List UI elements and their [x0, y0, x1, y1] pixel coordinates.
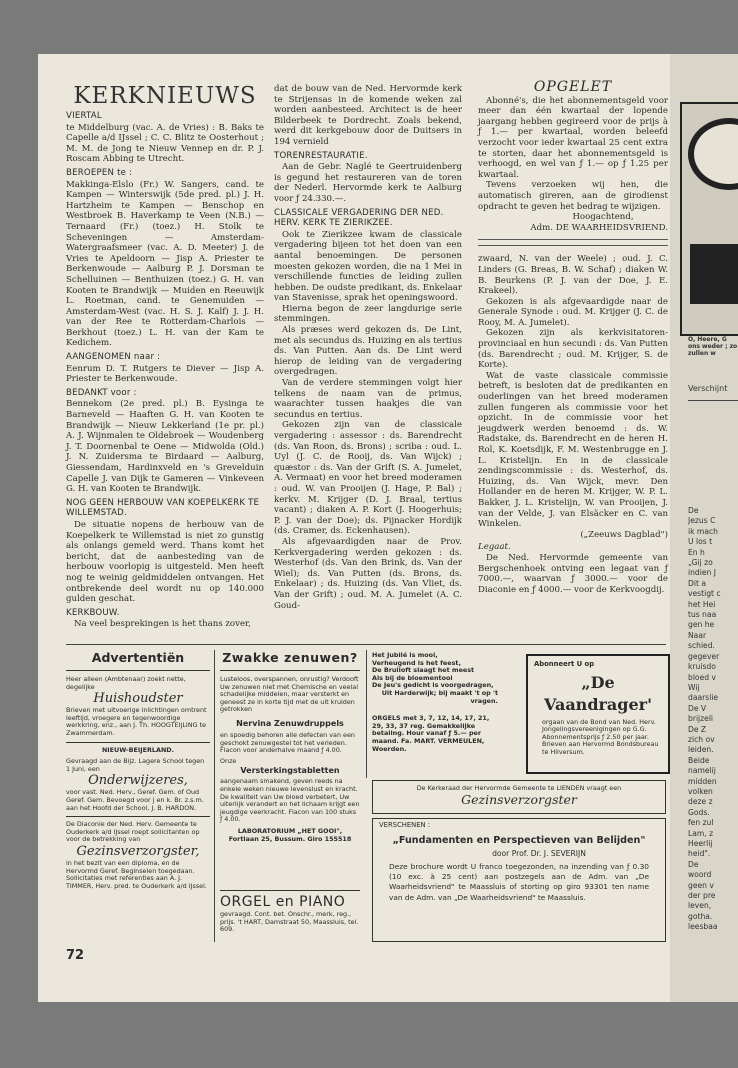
zw-lab: LABORATORIUM „HET GOOI",	[237, 826, 343, 835]
source-zeeuws-dagblad: („Zeeuws Dagblad")	[580, 529, 668, 540]
adjacent-line: geen v	[688, 880, 714, 890]
text-bedankt: Bennekom (2e pred. pl.) B. Eysinga te Barneveld — Haaften G. H. van Kooten te Brandwijk — Nieuw Lekkerland (1e pr. pl.) A. J. Wijnmalen te Oldebroek — Woudenberg J. T. Doornenbal te Oene — Midwolda (Old.) J. N. Zuidersma te Birdaard — Aalburg, Giessendam, Hardinxveld en 's Grevelduin Capelle J. van Dijk te Gameren — Vinkeveen G. H. van Kooten te Brandwijk.	[66, 399, 264, 495]
divider	[478, 245, 668, 246]
heading-classicale-vergadering: CLASSICALE VERGADERING DER NED. HERV. KERK TE ZIERIKZEE.	[274, 207, 444, 229]
heading-bedankt: BEDANKT voor :	[66, 387, 137, 398]
vaan-text: orgaan van de Bond van Ned. Herv. Jongelingsvereenigingen op G.G.	[542, 717, 656, 734]
divider	[478, 239, 668, 240]
adjacent-line: De	[688, 506, 699, 515]
jub-poem	[372, 652, 498, 705]
heading-viertal: VIERTAL	[66, 111, 102, 121]
text-kerkvisitatoren: Gekozen zijn als kerkvisitatoren-provinciaal en hun secundi : ds. Van Putten (ds. Barendrecht ; oud. M. Krijger, S. de Korte).	[478, 328, 668, 371]
adjacent-line: Lam, z	[688, 828, 714, 838]
text-classis-6: Als afgevaardigden naar de Prov. Kerkvergadering werden gekozen : ds. Westerhof (ds. Van den Brink, ds. Van der Wiel); ds. Van Putten (ds. Brons, ds. Enkelaar) ; ds. Huizing (ds. Van Vliet, ds. Van der Grift) ; oud. M. A. Jumelet (A. C. Goud-	[274, 536, 462, 611]
adjacent-page-edge	[670, 54, 738, 1002]
text-classis-1: Ook te Zierikzee kwam de classicale vergadering bijeen tot het doen van een aantal benoemingen. De personen moesten gekozen worden, die na 1 Mei in verschillende functies de leiding zullen hebben. De oudste predikant, ds. Enkelaar van Stavenisse, sprak het openingswoord.	[274, 229, 462, 304]
vaan-title: „De Vaandrager'	[544, 672, 652, 714]
jub-orgels: ORGELS met 3, 7, 12, 14, 17, 21, 29, 33, 37 reg. Gemakkelijke betaling. Hour vanaf ƒ 5.— per maand. Fa. MART. VERMEULEN, Woerden.	[372, 714, 490, 753]
zw-text1: Lusteloos, overspannen, onrustig? Verdooft Uw zenuwen niet met Chemische en veelal schadelijke middelen, maar versterkt en geneest ze in korte tijd met de uit kruiden getrokken	[220, 675, 359, 714]
adjacent-line: De Z	[688, 724, 707, 734]
ver-title: „Fundamenten en Perspectieven van Belijden"	[392, 834, 646, 846]
ads-vertical-rule	[214, 650, 215, 942]
zw-addr: Fortlaan 25, Bussum. Giro 155518	[228, 834, 352, 843]
heading-opgelet: OPGELET	[533, 79, 613, 95]
adjacent-verschijnt: Verschijnt	[688, 384, 728, 393]
ad3-text: in het bezit van een diploma, en de Hervormd Geref. Beginselen toegedaan. Sollicitaties met referenties aan A. J. TIMMER, Herv. pred. te Ouderkerk a/d IJssel.	[66, 858, 207, 890]
vaan-top: Abonneert U op	[534, 660, 595, 668]
banner-emblem	[688, 118, 738, 190]
jub-line: Verheugend is het feest,	[372, 658, 461, 667]
ver-head: VERSCHENEN :	[379, 821, 431, 829]
banner-letter	[690, 244, 738, 304]
text-beroepen: Makkinga-Elslo (Fr.) W. Sangers, cand. te Kampen — Winterswijk (5de pred. pl.) J. H. Hartzheim te Kampen — Benschop en Westbroek B. Haverkamp te Veen (N.B.) — Ternaard (Fr.) (toez.) H. Stolk te Scheveningen — Amsterdam-Watergraafsmeer (vac. A. D. Meeter) J. de Vries te Apeldoorn — Jisp A. Priester te Berkenwoude — Aalburg P. J. Dorsman te Schelluinen — Benthuizen (toez.) G. H. van Kooten te Brandwijk — Muiden en Reeuwijk L. Roetman, cand. te Genemuiden — Amsterdam-West (vac. H. S. J. Kalf) J. J. H. van der Ree te Rotterdam-Charlois — Berkhout (toez.) L. H. van der Kam te Kedichem.	[66, 179, 264, 349]
page-number: 72	[66, 948, 85, 963]
adjacent-line: „Gij zo	[688, 558, 713, 568]
adjacent-line: indien J	[688, 568, 716, 578]
ad1-text: Brieven met uitvoerige inlichtingen omtrent leeftijd, vroegere en tegenwoordige werkkring, enz., aan J. Th. HOOGTEIJLING te Zwammerdam.	[66, 706, 207, 737]
jub-line: Als bij de bloementooi	[372, 673, 453, 682]
ads-top-rule	[66, 644, 666, 645]
vaan-addr: Brieven aan Hervormd Bondsbureau te Hilversum.	[542, 740, 659, 756]
ad1-intro: Heer alleen (Ambtenaar) zoekt nette, degelijke	[66, 675, 186, 691]
ad1-huishoudster: Huishoudster	[93, 691, 183, 707]
heading-aangenomen: AANGENOMEN naar :	[66, 352, 161, 363]
jub-line: Uit Harderwijk; bij maakt 't op 't vragen.	[381, 688, 498, 705]
adjacent-line: brijzeli	[688, 714, 714, 724]
heading-legaat: Legaat.	[478, 542, 511, 553]
adjacent-line: vestigt c	[688, 589, 721, 599]
sign-hoogachtend: Hoogachtend,	[572, 212, 634, 223]
heading-kerkbouw: KERKBOUW.	[66, 607, 120, 618]
adjacent-line: der pre	[688, 891, 716, 901]
gez-big: Gezinsverzorgster	[461, 791, 577, 807]
adjacent-line: Gods.	[688, 807, 710, 817]
ad2-text: voor vast. Ned. Herv., Geref. Gem. of Oud Geref. Gem. Bevoegd voor j en k. Br. z.s.m. aan het Hoofd der School, J. B. HARDON.	[66, 788, 204, 812]
text-classis-5: Gekozen zijn van de classicale vergadering : assessor : ds. Barendrecht (ds. Van Roon, ds. Brons) ; scriba : oud. L. Uyl (J. C. de Rooij, ds. Van Wijck) ; quæstor : ds. Van der Grift (S. A. Jumelet, A. Vermaat) en voor het breed moderamen : oud. W. van Prooijen (J. Hage, P. Bal) ; kerkv. M. Krijger (D. J. Braal, tertius vacant) ; diaken A. P. Kort (J. Hoogerhuis; P. J. van der Doe); ds. Pijnacker Hordijk (ds. Cramer, ds. Eckenhausen).	[274, 420, 462, 537]
zw-product: Nervina Zenuwdruppels	[236, 718, 344, 728]
adjacent-line: schied.	[688, 641, 715, 651]
ad-verschenen	[372, 818, 666, 942]
text-classis-2: Hierna begon de zeer langdurige serie stemmingen.	[274, 303, 462, 325]
gez-text: De Kerkeraad der Hervormde Gemeente te LIENDEN vraagt een	[416, 784, 622, 792]
text-aangenomen: Eenrum D. T. Rutgers te Diever — Jisp A. Priester te Berkenwoude.	[66, 363, 264, 385]
adjacent-line: Dit a	[688, 578, 707, 588]
zw-text2: en spoedig behoren alle defecten van een geschokt zenuwgestel tot het verleden. Flacon voor anderhalve maand ƒ 4.00.	[220, 730, 355, 755]
ver-author: door Prof. Dr. J. SEVERIJN	[492, 848, 586, 858]
adjacent-line: namelij	[688, 766, 716, 776]
adjacent-text-column	[688, 506, 738, 933]
jub-line: De Bruiloft slaagt het meest	[372, 666, 475, 675]
adjacent-line: tus naa	[688, 610, 717, 620]
adjacent-line: De V	[688, 703, 707, 713]
adjacent-line: ik mach	[688, 526, 718, 536]
text-torenrestauratie: Aan de Gebr. Naglé te Geertruidenberg is gegund het restaureren van de toren der Nederl. Hervormde kerk te Aalburg voor ƒ 24.330.—.	[274, 162, 462, 204]
adjacent-line: het Hei	[688, 599, 716, 609]
adjacent-line: Wij	[688, 682, 700, 692]
text-synode: Gekozen is als afgevaardigde naar de Generale Synode : oud. M. Krijger (J. C. de Rooy, M. A. Jumelet).	[478, 296, 668, 328]
heading-beroepen: BEROEPEN te :	[66, 167, 133, 178]
zw-onze: Onze	[220, 756, 237, 765]
adjacent-line: fen zul	[688, 818, 714, 828]
text-classis-3: Als præses werd gekozen ds. De Lint, met als secundus ds. Huizing en als tertius ds. Van Putten. Aan ds. De Lint werd hierop de leiding van de vergadering overgedragen.	[274, 325, 462, 378]
ad3-gezinsverzorgster: Gezinsverzorgster,	[76, 843, 200, 859]
column-opgelet	[478, 79, 668, 595]
adjacent-line: Beide	[688, 755, 710, 765]
ad2-place: NIEUW-BEIJERLAND.	[101, 745, 175, 754]
text-legaat: De Ned. Hervormde gemeente van Bergschenhoek ontving een legaat van ƒ 7000.—, waarvan ƒ 3000.— voor de Diaconie en ƒ 4000.— voor de Kerkvoogdij.	[478, 552, 668, 595]
adjacent-line: woord	[688, 870, 712, 880]
adjacent-line: Heerlij	[688, 839, 713, 848]
text-opgelet-1: Abonné's, die het abonnementsgeld voor meer dan één kwartaal der lopende jaargang hebben gegireerd voor de prijs à ƒ 1.— per kwartaal, worden beleefd verzocht voor ieder kwartaal 25 cent extra te storten, daar het abonnementsgeld is verhoogd, en wel van ƒ 1.— op ƒ 1.25 per kwartaal.	[478, 95, 668, 180]
zw-product2: Versterkingstabletten	[240, 766, 340, 776]
adjacent-line: daarslie	[688, 693, 719, 703]
adjacent-line: deze z	[688, 797, 713, 807]
column-kerknieuws	[66, 84, 264, 630]
ad-advertentien	[66, 650, 210, 942]
ad-jubile-orgels	[372, 652, 498, 776]
text-koepelkerk: De situatie nopens de herbouw van de Koepelkerk te Willemstad is niet zo gunstig als onlangs gemeld werd. Thans komt het bericht, dat de aanbesteding van de herbouw voorlopig is uitgesteld. Men heeft nog te weinig geldmiddelen ontvangen. Het ontbrekende deel wordt nu op 140.000 gulden geschat.	[66, 519, 264, 605]
ad2-intro: Gevraagd aan de Bijz. Lagere School tegen 1 Juni, een	[66, 757, 205, 773]
ad-divider	[66, 742, 210, 743]
heading-koepelkerk: NOG GEEN HERBOUW VAN KOEPELKERK TE WILLEMSTAD.	[66, 497, 260, 519]
adjacent-line: leesbaa	[688, 922, 718, 932]
adjacent-line: volken	[688, 786, 713, 796]
ad-divider	[66, 816, 210, 817]
adjacent-rule	[688, 400, 738, 401]
ad2-onderwijzeres: Onderwijzeres,	[88, 773, 188, 789]
vaan-price: Abonnementsprijs ƒ 2.50 per jaar.	[542, 732, 649, 741]
heading-torenrestauratie: TORENRESTAURATIE.	[274, 150, 368, 161]
text-classis-4: Van de verdere stemmingen volgt hier telkens de naam van de primus, waarachter tussen haakjes die van secundus en tertius.	[274, 378, 462, 420]
adjacent-line: U los t	[688, 537, 713, 547]
adjacent-banner	[680, 102, 738, 336]
adjacent-line: De	[688, 859, 699, 869]
adjacent-line: gotha.	[688, 911, 713, 921]
adjacent-line: Naar	[688, 630, 707, 640]
adjacent-line: gen he	[688, 620, 715, 630]
ads-title: Advertentiën	[66, 650, 210, 671]
jub-line: De Jeu's gedicht is voorgedragen,	[372, 681, 494, 690]
text-kerkbouw: Na veel besprekingen is het thans zover,	[74, 619, 251, 630]
text-opgelet-2: Tevens verzoeken wij hen, die automatisch gireren, aan de girodienst opdracht te geven het bedrag te wijzigen.	[478, 180, 668, 212]
text-viertal: te Middelburg (vac. A. de Vries) : B. Baks te Capelle a/d IJssel ; C. C. Blitz te Oosterhout ; M. M. de Jong te Nieuw Vennep en dr. P. J. Roscam Abbing te Utrecht.	[66, 122, 264, 165]
zw-text3: aangenaam smakend, geven reeds na enkele weken nieuwe levenslust en kracht. De kwaliteit van Uw bloed verbetert, Uw uiterlijk verandert en het lichaam krijgt een jeugdige veerkracht. Flacon van 100 stuks ƒ 4.00.	[220, 777, 360, 824]
adjacent-caption: O, Heere, G ons weder ; zo zullen w	[688, 336, 738, 357]
adjacent-line: heid".	[688, 849, 711, 859]
text-vaste-commissie: Wat de vaste classicale commissie betreft, is besloten dat de predikanten en ouderlingen van het breed moderamen zullen fungeren als commissie voor het opzicht. In de commissie voor het jeugdwerk werden benoemd : ds. W. Radstake, ds. Barendrecht en de heren H. Rol, K. Koetsdijk, F. M. Westenbrugge en J. L. Kristelijn. En in de classicale zendingscommissie : ds. Westerhof, ds. Huizing, ds. Van Wijck, mevr. Den Hollander en de heren M. Krijger, W. P. L. Bakker, J. L. Kristelijn, W. van Prooijen, J. van der Velde, J. van Elsäcker en C. van Winkelen.	[478, 370, 668, 530]
text-classis-cont: zwaard, N. van der Weele) ; oud. J. C. Linders (G. Breas, B. W. Schaf) ; diaken W. B. Beurkens (P. J. van der Doe, J. E. Krakeel).	[478, 254, 668, 297]
adjacent-line: leiden.	[688, 745, 714, 755]
sign-adm: Adm. DE WAARHEIDSVRIEND.	[530, 222, 668, 233]
section-title: KERKNIEUWS	[73, 83, 257, 109]
ads-vertical-rule	[366, 650, 367, 778]
ad-orgel-piano	[220, 890, 360, 941]
ad3-intro: De Diaconie der Ned. Herv. Gemeente te Ouderkerk a/d IJssel roept sollicitanten op voor de betrekking van	[66, 820, 200, 844]
adjacent-line: kruisdo	[688, 662, 716, 672]
adjacent-line: zich ov	[688, 734, 715, 744]
jub-line: Het Jubilé is mooi,	[372, 651, 438, 659]
ad-gezinsverzorgster-lienden	[372, 780, 666, 814]
adjacent-line: Jezus C	[688, 516, 716, 526]
adjacent-line: gegever	[688, 651, 720, 661]
org-text: gevraagd. Cont. bet. Onschr., merk, reg., prijs. 't HART, Damstraat 50, Maassluis, tel. 609.	[220, 910, 359, 934]
ad-zwakke-zenuwen	[220, 650, 360, 888]
ver-text: Deze brochure wordt U franco toegezonden, na inzending van ƒ 0.30 (10 exc. à 25 cent) aan postzegels aan de Adm. van „De Waarheidsvriend" te Maassluis of storting op giro 93301 ten name van de Adm. van „De Waarheidsvriend" te Maassluis.	[389, 861, 649, 902]
zw-title: Zwakke zenuwen?	[220, 650, 360, 671]
column-classis	[274, 84, 462, 611]
text-kerkbouw-cont: dat de bouw van de Ned. Hervormde kerk te Strijensas in de komende weken zal worden aanbesteed. Architect is de heer Bilderbeek te Dordrecht. Zoals bekend, werd dit kerkgebouw door de Duitsers in 194 vernield	[274, 84, 462, 147]
adjacent-line: leven,	[688, 901, 712, 911]
adjacent-line: En h	[688, 547, 705, 557]
adjacent-line: midden	[688, 776, 717, 786]
adjacent-line: bloed v	[688, 672, 716, 682]
org-title: ORGEL en PIANO	[220, 894, 346, 910]
ad-vaandrager	[526, 654, 670, 774]
